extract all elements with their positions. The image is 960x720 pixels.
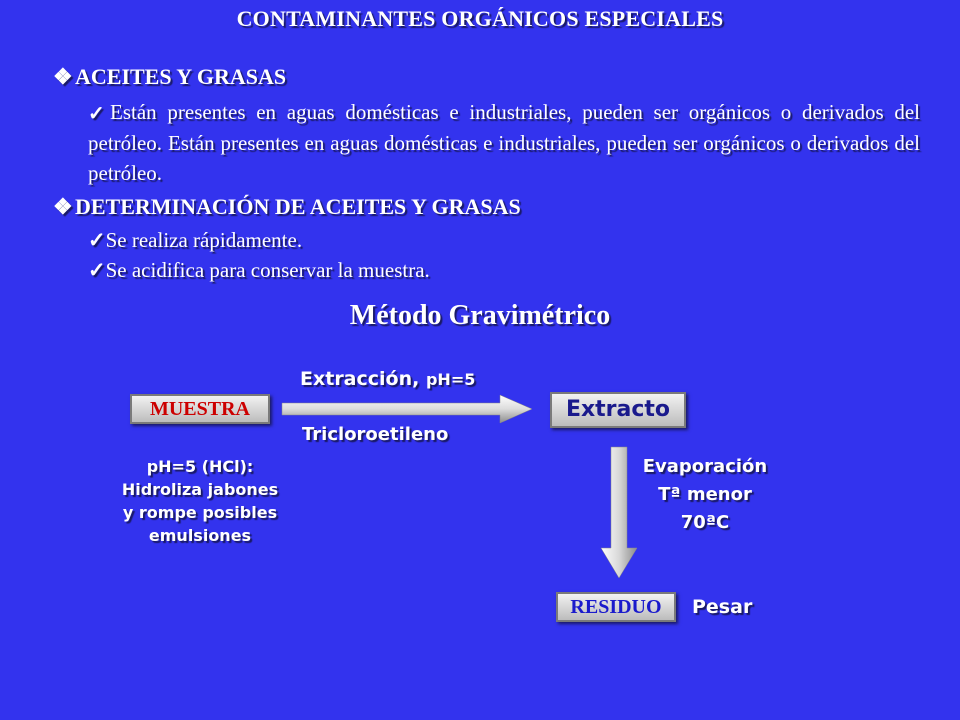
page-title: CONTAMINANTES ORGÁNICOS ESPECIALES xyxy=(236,6,724,31)
list-item-text: Se acidifica para conservar la muestra. xyxy=(105,258,430,282)
section-heading-text: ACEITES Y GRASAS xyxy=(75,64,287,89)
note-line: Hidroliza jabones xyxy=(121,480,279,499)
evap-line: Evaporación xyxy=(642,456,768,477)
extracto-label: Extracto xyxy=(565,397,671,422)
section-heading-text: DETERMINACIÓN DE ACEITES Y GRASAS xyxy=(75,194,521,219)
extraccion-label xyxy=(300,368,490,390)
extracto-box xyxy=(550,392,686,428)
muestra-box xyxy=(130,394,270,424)
method-title: Método Gravimétrico xyxy=(349,300,611,331)
list-item-text: Se realiza rápidamente. xyxy=(105,228,303,252)
ph-note xyxy=(100,455,300,547)
residuo-box xyxy=(556,592,676,622)
tricloroetileno-label: Tricloroetileno xyxy=(302,424,449,445)
pesar-label: Pesar xyxy=(692,596,753,618)
check-bullet-icon: ✓ xyxy=(88,258,106,282)
check-bullet-icon: ✓ xyxy=(88,228,106,252)
note-line: pH=5 (HCl): xyxy=(146,457,254,476)
evaporacion-note xyxy=(630,453,780,537)
evap-line: Tª menor xyxy=(658,484,752,505)
residuo-label: RESIDUO xyxy=(570,596,662,618)
diamond-bullet-icon: ❖ xyxy=(53,194,73,219)
note-line: emulsiones xyxy=(148,526,252,545)
diamond-bullet-icon: ❖ xyxy=(53,64,73,89)
extraccion-text: Extracción, xyxy=(300,368,420,390)
evap-line: 70ªC xyxy=(680,512,730,533)
paragraph-text: Están presentes en aguas domésticas e industriales, pueden ser orgánicos o derivados del petróleo. Están presentes en aguas domésticas e industriales, pueden ser orgánicos o derivados del petróleo. xyxy=(88,100,920,185)
note-line: y rompe posibles xyxy=(122,503,278,522)
ph-text: pH=5 xyxy=(425,370,476,389)
check-bullet-icon: ✓ xyxy=(88,103,105,125)
right-arrow-icon xyxy=(282,395,532,423)
muestra-label: MUESTRA xyxy=(149,398,250,420)
